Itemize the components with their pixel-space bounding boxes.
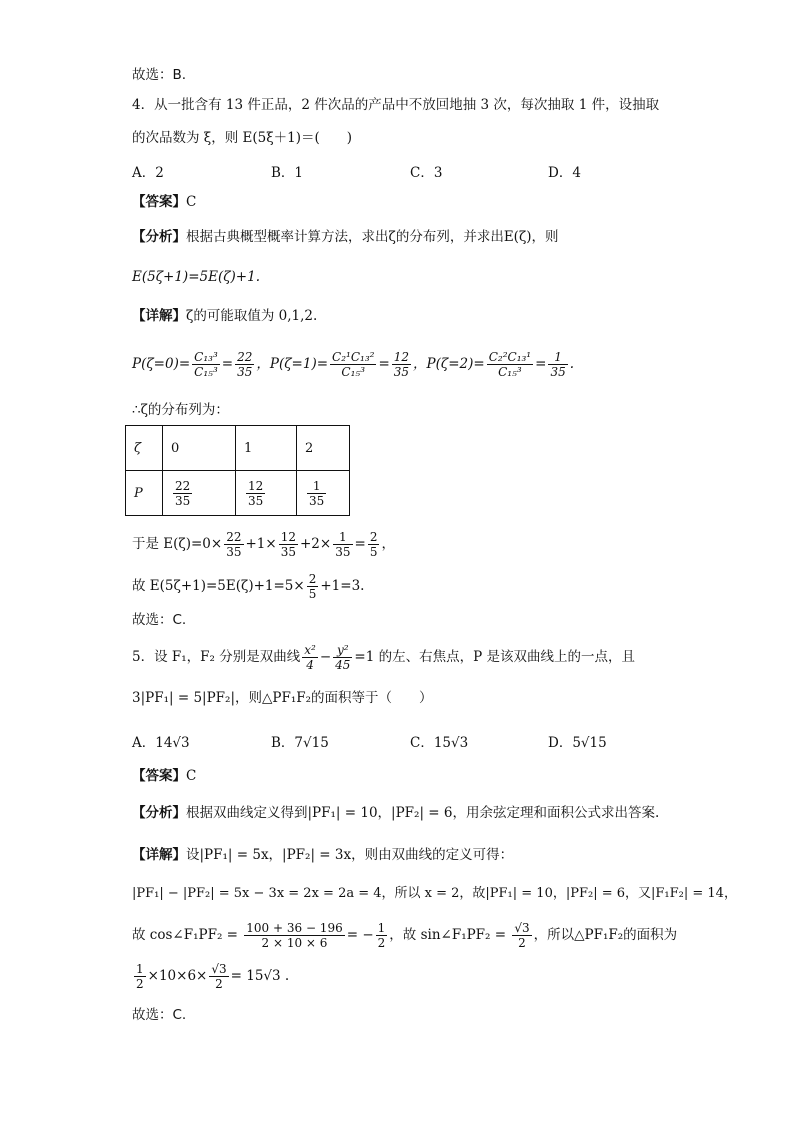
- result-suffix: +1=3.: [320, 578, 365, 594]
- frac-den: 35: [248, 493, 264, 508]
- cell-fraction: [307, 479, 326, 508]
- answer-tag: 【答案】: [132, 194, 186, 210]
- q5-option-b: B．7√15: [271, 735, 329, 751]
- area-fraction-2: [209, 962, 228, 991]
- p0-comb-num: C₁₃³: [194, 350, 218, 364]
- frac-den: 5: [369, 545, 378, 559]
- frac-num: 12: [280, 530, 296, 544]
- q4-distribution-intro: ∴ζ的分布列为：: [132, 402, 229, 418]
- p0-comb-fraction: [192, 350, 220, 379]
- p0-val-den: 35: [237, 365, 253, 379]
- detail-tag: 【详解】: [132, 308, 186, 324]
- answer-tag: 【答案】: [132, 768, 186, 784]
- hyperbola-y-term: [333, 643, 352, 672]
- frac-den: 45: [335, 658, 351, 672]
- area-suffix: = 15√3 .: [230, 968, 290, 984]
- answer-value: C: [186, 768, 197, 784]
- analysis-tag: 【分析】: [132, 805, 186, 821]
- cos-value-fraction: [376, 921, 388, 950]
- p1-value-fraction: [392, 350, 411, 379]
- p2-comb-num: C₂²C₁₃¹: [488, 350, 532, 364]
- frac-num: 100 + 36 − 196: [246, 921, 343, 935]
- p2-val-den: 35: [550, 365, 566, 379]
- p1-comb-fraction: [330, 350, 376, 379]
- frac-num: √3: [211, 962, 227, 976]
- hyperbola-x-term: [302, 643, 318, 672]
- q5-detail-line2: |PF₁| − |PF₂| = 5x − 3x = 2x = 2a = 4，所以 x = 2，故|PF₁| = 10，|PF₂| = 6，又|F₁F₂| = 14，: [132, 886, 737, 901]
- p2-val-num: 1: [548, 350, 567, 365]
- frac-den: 2: [136, 977, 144, 991]
- area-mid: ×10×6×: [147, 968, 208, 984]
- q5-area-line: [132, 958, 289, 994]
- q4-result-line: [132, 568, 364, 604]
- frac-den: 35: [335, 545, 351, 559]
- q4-analysis-line2: E(5ζ+1)=5E(ζ)+1.: [132, 269, 260, 285]
- p1-lhs: ，P(ζ=1)=: [256, 356, 329, 372]
- sin-fraction: [512, 921, 531, 950]
- frac-num: y²: [333, 643, 352, 658]
- q4-stem-line2: 的次品数为 ξ，则 E(5ξ＋1)＝( ): [132, 130, 353, 146]
- q5-stem-suffix: =1 的左、右焦点，P 是该双曲线上的一点，且: [354, 649, 635, 665]
- frac-num: 12: [248, 478, 264, 493]
- p1-val-num: 12: [393, 350, 410, 364]
- hyperbola-minus: −: [319, 649, 332, 665]
- q4-detail-line1: [132, 307, 317, 325]
- q4-option-b: B．1: [271, 165, 304, 181]
- q5-analysis: [132, 804, 659, 822]
- q5-stem-line1: [132, 639, 635, 675]
- analysis-text: 根据古典概型概率计算方法，求出ζ的分布列，并求出E(ζ)，则: [186, 229, 559, 245]
- frac-num: 1: [377, 921, 386, 935]
- expect-fraction-2: [279, 530, 298, 559]
- cos-mid: = −: [346, 927, 374, 943]
- cos-prefix: 故 cos∠F₁PF₂ =: [132, 927, 243, 943]
- table-row: [126, 471, 350, 516]
- frac-num: 2: [308, 572, 317, 586]
- frac-num: 1: [333, 530, 352, 545]
- p0-val-num: 22: [237, 350, 253, 364]
- frac-num: 2: [369, 530, 378, 544]
- frac-den: 2: [215, 977, 223, 991]
- result-prefix: 故 E(5ζ+1)=5E(ζ)+1=5×: [132, 578, 305, 594]
- prev-conclusion: 故选：B.: [132, 67, 187, 83]
- cell-fraction: [246, 479, 265, 508]
- q5-stem-prefix: 5．设 F₁，F₂ 分别是双曲线: [132, 649, 301, 665]
- expect-mid2: +2×: [300, 536, 332, 552]
- distribution-table: [125, 425, 350, 516]
- frac-num: 1: [136, 962, 144, 976]
- p2-comb-fraction: [487, 350, 533, 379]
- frac-num: 22: [226, 530, 242, 544]
- p2-comb-den: C₁₅³: [498, 365, 522, 379]
- detail-tag: 【详解】: [132, 847, 186, 863]
- p1-val-den: 35: [393, 365, 410, 379]
- frac-num: √3: [514, 921, 530, 935]
- p0-lhs: P(ζ=0)=: [132, 356, 191, 372]
- answer-value: C: [186, 194, 197, 210]
- cos-fraction: [244, 921, 344, 950]
- expect-suffix: ，: [381, 536, 395, 552]
- q5-option-c: C．15√3: [410, 735, 469, 751]
- table-cell: [163, 471, 236, 516]
- p2-lhs: ，P(ζ=2)=: [413, 356, 485, 372]
- table-row: [126, 426, 350, 471]
- frac-den: 35: [280, 545, 296, 559]
- frac-num: 22: [175, 478, 191, 493]
- expect-mid3: =: [354, 536, 366, 552]
- detail-text: 设|PF₁| = 5x，|PF₂| = 3x，则由双曲线的定义可得：: [186, 847, 514, 863]
- q4-answer: [132, 193, 196, 211]
- expect-mid1: +1×: [245, 536, 277, 552]
- p1-comb-num: C₂¹C₁₃²: [332, 350, 375, 364]
- q5-option-a: A．14√3: [132, 735, 190, 751]
- detail-text: ζ的可能取值为 0,1,2.: [186, 308, 318, 324]
- q5-answer: [132, 767, 196, 785]
- area-fraction-1: [134, 962, 146, 991]
- frac-den: 35: [226, 545, 242, 559]
- q4-expectation-line: [132, 526, 395, 562]
- analysis-text: 根据双曲线定义得到|PF₁| = 10，|PF₂| = 6，用余弦定理和面积公式求出答案.: [186, 805, 660, 821]
- frac-den: 35: [175, 493, 191, 508]
- cell-fraction: [173, 479, 192, 508]
- table-cell: 1: [236, 426, 297, 471]
- q5-detail-line1: [132, 846, 513, 864]
- q5-stem-line2: 3|PF₁| = 5|PF₂|，则△PF₁F₂的面积等于（ ）: [132, 690, 433, 706]
- frac-den: 4: [306, 658, 314, 672]
- p0-value-fraction: [235, 350, 254, 379]
- expect-fraction-1: [224, 530, 243, 559]
- frac-den: 35: [309, 493, 325, 508]
- frac-num: x²: [304, 643, 316, 657]
- expect-fraction-4: [368, 530, 380, 559]
- table-cell: [297, 471, 350, 516]
- analysis-tag: 【分析】: [132, 229, 186, 245]
- result-fraction: [307, 572, 319, 601]
- q5-option-d: D．5√15: [548, 735, 607, 751]
- table-cell: P: [126, 471, 163, 516]
- q4-stem-line1: 4．从一批含有 13 件正品，2 件次品的产品中不放回地抽 3 次，每次抽取 1 件，设抽取: [132, 97, 660, 113]
- expect-prefix: 于是 E(ζ)=0×: [132, 536, 223, 552]
- q4-probabilities: P(ζ=0)= $\frac{\text{C₁₃³}}{\text{C₁₅³}}$ = $\frac{22}{35}$ ，P(ζ=1)= $\frac{\text{C₂¹C₁₃²}}{\text{C₁₅³}}$ = $\frac{12}{35}$ ，P(ζ=2)= $\frac{\text{C₂²C₁₃¹}}{\text{C₁₅³}}$ = $\frac{1}{35}$ .: [132, 350, 575, 379]
- q4-conclusion: 故选：C.: [132, 612, 187, 628]
- table-cell: 2: [297, 426, 350, 471]
- frac-num: 1: [307, 479, 326, 494]
- table-cell: [236, 471, 297, 516]
- frac-den: 2: [377, 936, 386, 950]
- sin-prefix: ，故 sin∠F₁PF₂ =: [389, 927, 511, 943]
- q5-cos-sin-line: [132, 917, 677, 953]
- q4-analysis-line1: [132, 228, 559, 246]
- table-cell: ζ: [126, 426, 163, 471]
- p2-value-fraction: [548, 350, 567, 379]
- frac-den: 2: [518, 936, 526, 950]
- expect-fraction-3: [333, 530, 352, 559]
- p1-comb-den: C₁₅³: [341, 365, 366, 379]
- p0-comb-den: C₁₅³: [194, 365, 218, 379]
- q4-option-a: A．2: [132, 165, 164, 181]
- frac-den: 2 × 10 × 6: [261, 936, 328, 950]
- sin-suffix: ，所以△PF₁F₂的面积为: [533, 927, 678, 943]
- q5-conclusion: 故选：C.: [132, 1007, 187, 1023]
- table-cell: 0: [163, 426, 236, 471]
- q4-option-c: C．3: [410, 165, 443, 181]
- frac-den: 5: [308, 587, 317, 601]
- q4-option-d: D．4: [548, 165, 581, 181]
